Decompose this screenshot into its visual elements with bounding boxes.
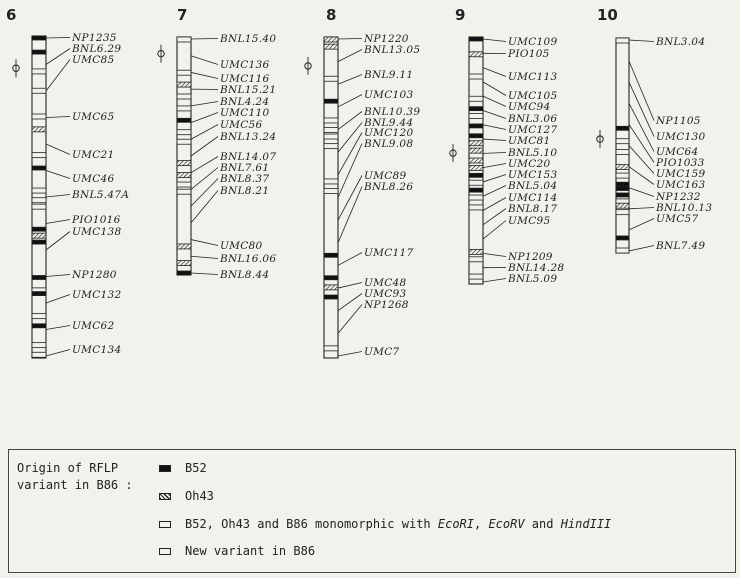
marker-label: UMC153 <box>508 169 558 181</box>
band-white <box>177 70 191 75</box>
chromosome-body <box>324 37 338 358</box>
band-white <box>32 352 46 357</box>
marker-label: BNL3.04 <box>656 36 706 48</box>
marker-leader-line <box>46 38 70 39</box>
chromosome-number: 9 <box>455 6 466 24</box>
marker-label: UMC57 <box>656 213 699 225</box>
band-b52 <box>177 118 191 122</box>
marker-label: UMC56 <box>220 119 263 131</box>
marker-leader-line <box>338 176 362 221</box>
marker-label: BNL9.08 <box>364 138 414 150</box>
marker-label: UMC127 <box>508 124 558 136</box>
marker-label: NP1105 <box>656 115 701 127</box>
marker-leader-line <box>191 39 218 40</box>
band-white <box>324 189 338 194</box>
marker-label: UMC159 <box>656 168 706 180</box>
marker-leader-line <box>191 102 218 106</box>
marker-leader-line <box>338 133 362 175</box>
marker-label: BNL8.17 <box>508 203 558 215</box>
marker-leader-line <box>483 96 506 106</box>
band-b52 <box>616 236 629 240</box>
chromosome-7 <box>158 6 277 281</box>
chromosome-number: 7 <box>177 6 188 24</box>
band-b52 <box>616 193 629 197</box>
marker-label: UMC103 <box>364 89 414 101</box>
marker-leader-line <box>338 187 362 243</box>
band-b52 <box>324 253 338 257</box>
marker-label: BNL15.21 <box>220 84 277 96</box>
marker-leader-line <box>338 352 362 357</box>
marker-leader-line <box>483 125 506 130</box>
marker-label: BNL16.06 <box>220 253 277 265</box>
marker-label: BNL8.44 <box>220 269 270 281</box>
marker-leader-line <box>629 208 654 209</box>
marker-label: UMC7 <box>364 346 400 358</box>
band-white <box>177 94 191 99</box>
band-white <box>324 179 338 184</box>
marker-label: UMC138 <box>72 226 122 238</box>
marker-label: UMC134 <box>72 344 122 356</box>
band-b52 <box>616 182 629 186</box>
centromere-icon <box>158 45 164 63</box>
band-b52 <box>32 166 46 170</box>
marker-label: UMC136 <box>220 59 270 71</box>
band-white <box>32 198 46 203</box>
marker-leader-line <box>191 191 218 223</box>
chromosome-10 <box>597 6 713 253</box>
marker-label: BNL10.39 <box>364 106 421 118</box>
band-white <box>469 114 483 119</box>
band-b52 <box>324 99 338 103</box>
band-white <box>177 106 191 111</box>
marker-label: UMC81 <box>508 135 551 147</box>
marker-label: UMC95 <box>508 215 551 227</box>
band-white <box>616 149 629 154</box>
band-b52 <box>32 292 46 296</box>
marker-label: UMC46 <box>72 173 115 185</box>
band-white <box>177 182 191 187</box>
marker-label: BNL5.47A <box>72 189 130 201</box>
chromosome-6 <box>6 6 129 358</box>
marker-label: UMC117 <box>364 247 414 259</box>
marker-leader-line <box>338 75 362 85</box>
band-b52 <box>469 124 483 128</box>
chromosome-body <box>32 36 46 358</box>
band-b52 <box>469 37 483 41</box>
band-b52 <box>32 240 46 244</box>
band-oh43 <box>616 203 629 208</box>
band-white <box>324 346 338 351</box>
marker-leader-line <box>629 188 654 197</box>
marker-label: BNL13.05 <box>364 44 421 56</box>
marker-label: UMC105 <box>508 90 558 102</box>
chromosome-body <box>616 38 629 253</box>
chromosome-number: 8 <box>326 6 337 24</box>
marker-leader-line <box>483 209 506 225</box>
band-b52 <box>469 107 483 111</box>
marker-label: BNL4.24 <box>220 96 270 108</box>
band-white <box>32 114 46 119</box>
marker-label: BNL9.11 <box>364 69 414 81</box>
marker-leader-line <box>191 56 218 65</box>
band-white <box>469 205 483 210</box>
marker-leader-line <box>46 60 70 92</box>
band-white <box>32 314 46 319</box>
marker-label: UMC120 <box>364 127 414 139</box>
marker-leader-line <box>46 117 70 118</box>
marker-label: PIO1033 <box>656 157 705 169</box>
marker-leader-line <box>483 186 506 197</box>
chromosome-number: 10 <box>597 6 618 24</box>
legend-label-monomorphic: B52, Oh43 and B86 monomorphic with EcoRI, EcoRV and HindIII <box>185 517 612 531</box>
band-white <box>32 343 46 348</box>
band-b52 <box>32 276 46 280</box>
b52-swatch <box>159 465 171 472</box>
band-white <box>616 248 629 253</box>
marker-leader-line <box>191 72 218 78</box>
marker-leader-line <box>46 171 70 179</box>
band-b52 <box>469 188 483 192</box>
marker-leader-line <box>338 283 362 289</box>
marker-label: BNL7.61 <box>220 162 270 174</box>
marker-leader-line <box>191 113 218 123</box>
band-oh43 <box>32 127 46 132</box>
band-white <box>324 128 338 133</box>
band-white <box>616 210 629 215</box>
marker-leader-line <box>46 232 70 251</box>
marker-leader-line <box>191 168 218 190</box>
band-white <box>32 88 46 93</box>
marker-leader-line <box>338 305 362 334</box>
marker-leader-line <box>191 240 218 246</box>
marker-leader-line <box>46 350 70 357</box>
band-b52 <box>177 271 191 275</box>
marker-label: UMC80 <box>220 240 263 252</box>
marker-label: UMC65 <box>72 111 115 123</box>
band-white <box>32 69 46 74</box>
band-oh43 <box>32 233 46 238</box>
marker-label: BNL14.07 <box>220 151 277 163</box>
band-white <box>616 139 629 144</box>
centromere-icon <box>597 130 603 148</box>
marker-leader-line <box>338 253 362 266</box>
marker-leader-line <box>629 40 654 42</box>
marker-label: BNL8.21 <box>220 185 270 197</box>
marker-leader-line <box>191 179 218 207</box>
marker-label: UMC93 <box>364 288 407 300</box>
marker-label: NP1232 <box>656 191 701 203</box>
marker-label: NP1268 <box>364 299 409 311</box>
marker-label: UMC21 <box>72 149 115 161</box>
marker-leader-line <box>483 164 506 168</box>
band-oh43 <box>177 244 191 249</box>
band-b52 <box>469 173 483 177</box>
marker-leader-line <box>629 219 654 230</box>
band-oh43 <box>469 148 483 153</box>
band-oh43 <box>469 158 483 163</box>
legend-item-b52 <box>159 459 207 477</box>
band-white <box>324 144 338 149</box>
band-b52 <box>469 134 483 138</box>
marker-label: NP1220 <box>364 33 409 45</box>
marker-label: BNL5.09 <box>508 273 558 285</box>
legend-item-oh43 <box>159 487 214 505</box>
marker-leader-line <box>46 220 70 224</box>
marker-label: UMC116 <box>220 73 270 85</box>
band-oh43 <box>324 285 338 290</box>
marker-label: NP1235 <box>72 32 117 44</box>
marker-label: UMC110 <box>220 107 270 119</box>
band-oh43 <box>177 173 191 178</box>
legend-label-oh43: Oh43 <box>185 489 214 503</box>
centromere-icon <box>450 144 456 162</box>
marker-label: UMC114 <box>508 192 558 204</box>
legend-title: Origin of RFLP variant in B86 : <box>17 461 133 492</box>
band-oh43 <box>469 165 483 170</box>
marker-label: UMC109 <box>508 36 558 48</box>
marker-label: UMC130 <box>656 131 706 143</box>
marker-leader-line <box>338 144 362 198</box>
marker-leader-line <box>483 110 506 118</box>
marker-leader-line <box>191 125 218 140</box>
band-white <box>177 37 191 42</box>
marker-leader-line <box>483 175 506 182</box>
band-b52 <box>616 187 629 191</box>
marker-label: BNL8.26 <box>364 181 414 193</box>
marker-label: UMC94 <box>508 101 551 113</box>
marker-label: BNL5.10 <box>508 147 558 159</box>
marker-leader-line <box>483 39 506 42</box>
band-white <box>469 74 483 79</box>
marker-label: PIO105 <box>508 48 550 60</box>
marker-label: UMC89 <box>364 170 407 182</box>
centromere-icon <box>305 57 311 75</box>
marker-leader-line <box>483 198 506 211</box>
band-white <box>177 130 191 135</box>
marker-label: NP1209 <box>508 251 553 263</box>
band-white <box>177 139 191 144</box>
band-white <box>177 189 191 194</box>
marker-leader-line <box>338 50 362 62</box>
marker-leader-line <box>46 326 70 330</box>
marker-label: UMC163 <box>656 179 706 191</box>
band-oh43 <box>469 141 483 146</box>
band-b52 <box>324 295 338 299</box>
marker-label: UMC62 <box>72 320 115 332</box>
new-variant-swatch <box>159 548 171 555</box>
marker-leader-line <box>191 256 218 258</box>
band-white <box>469 195 483 200</box>
marker-label: BNL8.37 <box>220 173 270 185</box>
monomorphic-swatch <box>159 521 171 528</box>
marker-leader-line <box>483 139 506 140</box>
band-oh43 <box>469 249 483 254</box>
marker-leader-line <box>483 221 506 240</box>
marker-label: BNL13.24 <box>220 131 277 143</box>
band-white <box>324 76 338 81</box>
band-white <box>32 188 46 193</box>
marker-leader-line <box>46 144 70 155</box>
band-oh43 <box>177 261 191 266</box>
band-white <box>469 274 483 279</box>
marker-leader-line <box>46 275 70 277</box>
band-oh43 <box>324 37 338 42</box>
band-white <box>469 96 483 101</box>
marker-leader-line <box>483 279 506 283</box>
legend-box <box>8 449 736 573</box>
chromosome-number: 6 <box>6 6 17 24</box>
marker-leader-line <box>483 153 506 154</box>
marker-label: UMC64 <box>656 146 699 158</box>
marker-leader-line <box>46 49 70 65</box>
marker-label: BNL6.29 <box>72 43 122 55</box>
marker-label: UMC85 <box>72 54 115 66</box>
marker-leader-line <box>629 246 654 252</box>
band-b52 <box>324 276 338 280</box>
chromosome-8 <box>305 6 421 358</box>
band-b52 <box>32 227 46 231</box>
chromosome-9 <box>450 6 565 285</box>
marker-label: UMC20 <box>508 158 551 170</box>
band-white <box>469 257 483 262</box>
marker-leader-line <box>338 294 362 311</box>
marker-label: BNL9.44 <box>364 117 414 129</box>
marker-label: BNL5.04 <box>508 180 558 192</box>
band-oh43 <box>616 165 629 170</box>
band-b52 <box>32 36 46 40</box>
band-white <box>616 173 629 178</box>
band-oh43 <box>324 44 338 49</box>
marker-leader-line <box>46 195 70 198</box>
band-white <box>616 38 629 43</box>
marker-label: BNL14.28 <box>508 262 565 274</box>
marker-leader-line <box>483 68 506 77</box>
marker-label: BNL10.13 <box>656 202 713 214</box>
marker-label: PIO1016 <box>72 214 121 226</box>
band-oh43 <box>469 52 483 57</box>
marker-leader-line <box>338 95 362 107</box>
band-white <box>32 204 46 209</box>
marker-label: BNL7.49 <box>656 240 706 252</box>
band-b52 <box>32 50 46 54</box>
band-b52 <box>616 126 629 130</box>
band-white <box>469 180 483 185</box>
marker-label: BNL15.40 <box>220 33 277 45</box>
legend-label-new-variant: New variant in B86 <box>185 544 316 558</box>
band-white <box>32 153 46 158</box>
marker-leader-line <box>46 295 70 304</box>
band-oh43 <box>177 82 191 87</box>
marker-label: BNL3.06 <box>508 113 558 125</box>
marker-label: UMC132 <box>72 289 122 301</box>
marker-label: UMC48 <box>364 277 407 289</box>
band-b52 <box>32 324 46 328</box>
band-white <box>324 118 338 123</box>
marker-leader-line <box>338 39 362 40</box>
marker-leader-line <box>483 82 506 96</box>
marker-leader-line <box>191 137 218 157</box>
legend-label-b52: B52 <box>185 461 207 475</box>
legend-item-new-variant <box>159 542 315 560</box>
marker-label: NP1280 <box>72 269 117 281</box>
band-oh43 <box>177 161 191 166</box>
band-white <box>324 134 338 139</box>
centromere-icon <box>13 59 19 77</box>
marker-leader-line <box>483 253 506 256</box>
marker-leader-line <box>191 273 218 275</box>
legend-item-monomorphic <box>159 515 611 533</box>
marker-label: UMC113 <box>508 71 558 83</box>
oh43-swatch <box>159 493 171 500</box>
